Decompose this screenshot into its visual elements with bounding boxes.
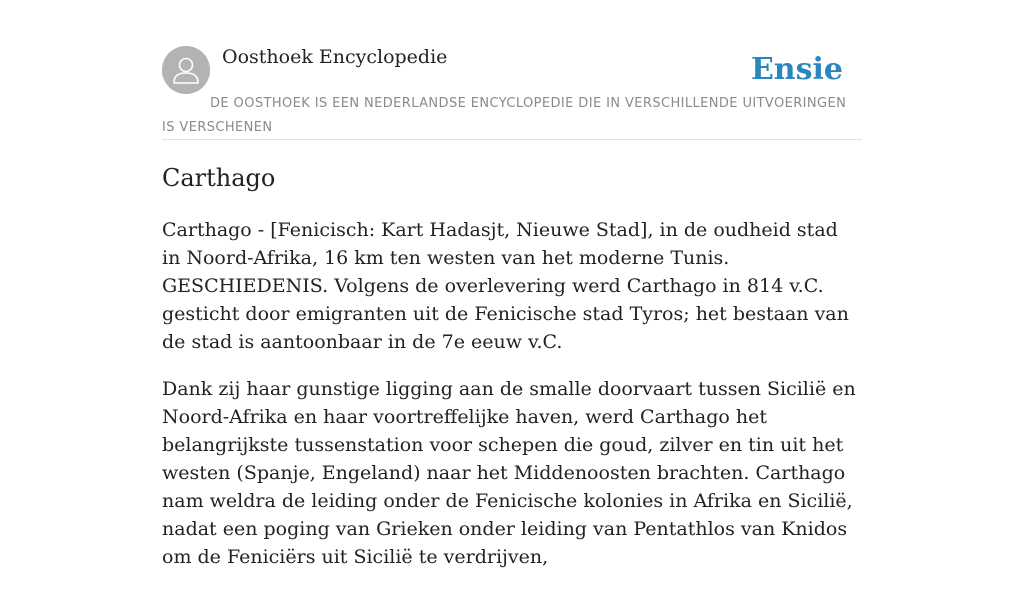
avatar[interactable]: [162, 46, 210, 94]
article-paragraph: Carthago - [Fenicisch: Kart Hadasjt, Nieuwe Stad], in de oudheid stad in Noord-Afrika, 16 km ten westen van het moderne Tunis. GESCHIEDENIS. Volgens de overlevering werd Carthago in 814 v.C. gesticht door emigranten uit de Fenicische stad Tyros; het bestaan van de stad is aantoonbaar in de 7e eeuw v.C.: [162, 219, 849, 353]
article-paragraph: Dank zij haar gunstige ligging aan de smalle doorvaart tussen Sicilië en Noord-Afrika en haar voortreffelijke haven, werd Carthago het belangrijkste tussenstation voor schepen die goud, zilver en tin uit het westen (Spanje, Engeland) naar het Middenoosten brachten. Carthago nam weldra de leiding onder de Fenicische kolonies in Afrika en Sicilië, nadat een poging van Grieken onder leiding van Pentathlos van Knidos om de Feniciërs uit Sicilië te verdrijven,: [162, 378, 856, 568]
header-divider: [162, 139, 862, 140]
article-body: [162, 216, 862, 590]
user-silhouette-icon: [162, 46, 210, 94]
source-tagline: DE OOSTHOEK IS EEN NEDERLANDSE ENCYCLOPEDIE DIE IN VERSCHILLENDE UITVOERINGEN IS VERSCHENEN: [162, 96, 847, 135]
source-name[interactable]: Oosthoek Encyclopedie: [222, 46, 448, 68]
brand-logo[interactable]: Ensie: [750, 52, 843, 87]
article-title: Carthago: [162, 164, 276, 192]
